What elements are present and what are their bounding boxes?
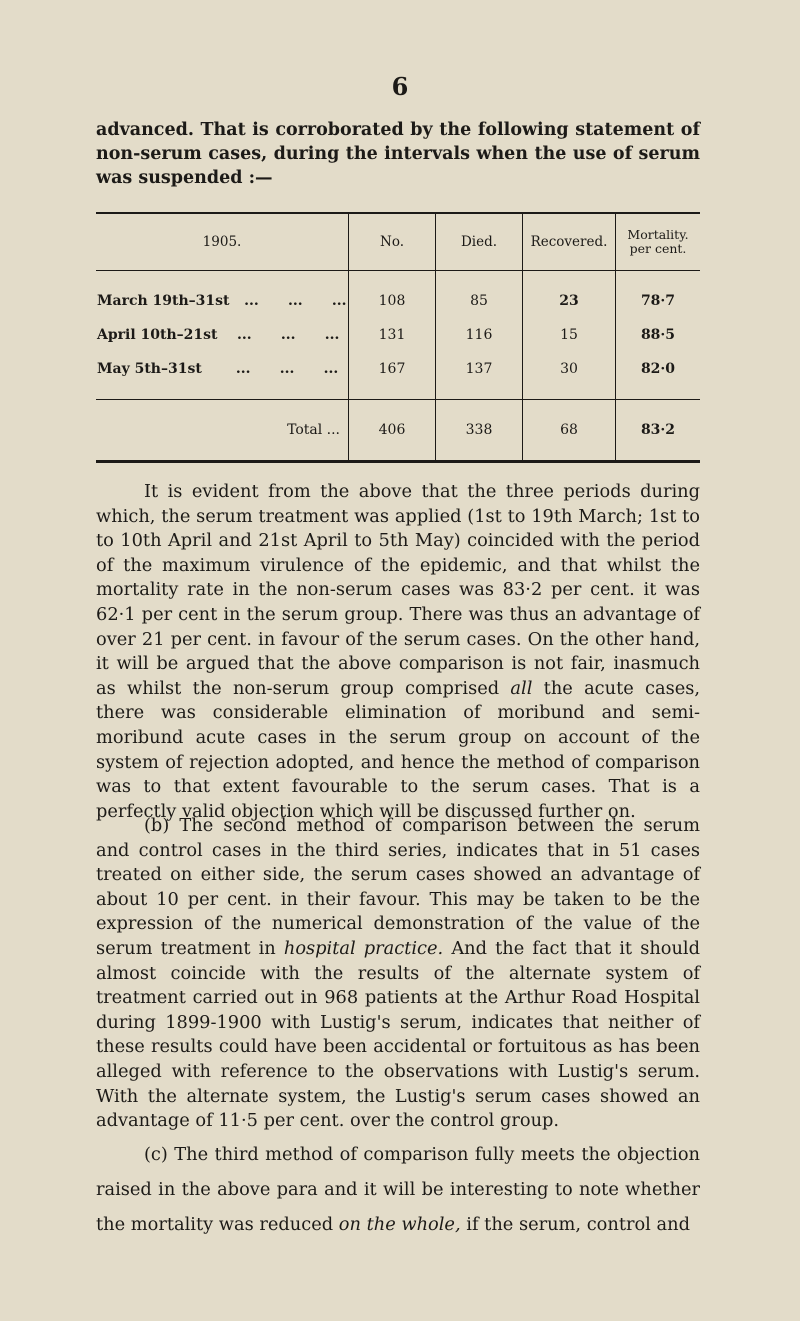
para2-italic: hospital practice. xyxy=(283,937,444,959)
para3-text-a: (c) The third method of comparison fully meets the objection raised in the above para and it will be interesting to note whether the mortality was reduced xyxy=(96,1144,700,1235)
para3-italic: on the whole, xyxy=(338,1214,461,1235)
cell-died: 116 xyxy=(436,318,523,352)
leader-dots: ... ... ... xyxy=(237,327,340,343)
row-period xyxy=(96,352,349,400)
period-label: April 10th–21st xyxy=(97,327,218,343)
cell-died: 85 xyxy=(436,271,523,319)
mortality-table xyxy=(96,212,700,463)
para3-text-b: if the serum, control and xyxy=(460,1214,690,1235)
leader-dots: ... ... ... xyxy=(244,293,347,309)
paragraph-evident xyxy=(96,480,700,824)
header-died: Died. xyxy=(436,214,523,271)
cell-no: 131 xyxy=(349,318,436,352)
table-bottom-rule xyxy=(96,460,700,463)
total-died: 338 xyxy=(436,400,523,461)
para2-text-b: And the fact that it should almost coincide with the results of the alternate system of treatment carried out in 968 patients at the Arthur Road Hospital during 1899-1900 with Lustig's serum, indicates that neither of these results could have been accidental or fortuitous as has been alleged with reference to the observations with Lustig's serum. With the alternate system, the Lustig's serum cases showed an advantage of 11·5 per cent. over the control group. xyxy=(96,937,700,1132)
cell-recovered: 23 xyxy=(523,271,616,319)
cell-recovered: 30 xyxy=(523,352,616,400)
table-row xyxy=(96,271,700,319)
row-period xyxy=(96,318,349,352)
total-recovered: 68 xyxy=(523,400,616,461)
row-period xyxy=(96,271,349,319)
table-header-row xyxy=(96,214,700,271)
leader-dots: ... ... ... xyxy=(235,361,339,377)
cell-no: 167 xyxy=(349,352,436,400)
para1-text-b: the acute cases, there was considerable elimination of moribund and semi-moribund acute cases in the serum group on account of the system of rejection adopted, and hence the method of comparison was to that extent favourable to the serum cases. That is a perfectly valid objection which will be discussed further on. xyxy=(96,677,701,822)
period-label: May 5th–31st xyxy=(97,361,202,377)
paragraph-b xyxy=(96,814,700,1134)
total-mortality: 83·2 xyxy=(616,400,701,461)
para1-text-a: It is evident from the above that the three periods during which, the serum treatment was applied (1st to 19th March; 1st to to 10th April and 21st April to 5th May) coincided with the period of the maximum virulence of the epidemic, and that whilst the mortality rate in the non-serum cases was 83·2 per cent. it was 62·1 per cent in the serum group. There was thus an advantage of over 21 per cent. in favour of the serum cases. On the other hand, it will be argued that the above comparison is not fair, inasmuch as whilst the non-serum group comprised xyxy=(96,481,700,699)
period-label: March 19th–31st xyxy=(97,293,230,309)
total-label: Total ... xyxy=(96,400,349,461)
cell-mortality: 82·0 xyxy=(616,352,701,400)
page-number: 6 xyxy=(391,72,409,101)
cell-died: 137 xyxy=(436,352,523,400)
paragraph-c xyxy=(96,1137,700,1242)
table-row xyxy=(96,318,700,352)
cell-no: 108 xyxy=(349,271,436,319)
header-mortality-line2: per cent. xyxy=(629,241,687,256)
header-mortality-line1: Mortality. xyxy=(627,227,689,242)
intro-paragraph: advanced. That is corroborated by the following statement of non-serum cases, during the intervals when the use of serum was suspended :— xyxy=(96,120,700,188)
table-row xyxy=(96,352,700,400)
header-no: No. xyxy=(349,214,436,271)
header-recovered: Recovered. xyxy=(523,214,616,271)
cell-recovered: 15 xyxy=(523,318,616,352)
header-period: 1905. xyxy=(96,214,349,271)
para1-italic: all xyxy=(510,677,533,699)
cell-mortality: 78·7 xyxy=(616,271,701,319)
total-no: 406 xyxy=(349,400,436,461)
cell-mortality: 88·5 xyxy=(616,318,701,352)
header-mortality xyxy=(616,214,701,271)
table-total-row xyxy=(96,400,700,461)
para2-text-a: (b) The second method of comparison between the serum and control cases in the third series, indicates that in 51 cases treated on either side, the serum cases showed an advantage of about 10 per cent. in their favour. This may be taken to be the expression of the numerical demonstration of the value of the serum treatment in xyxy=(96,815,700,959)
